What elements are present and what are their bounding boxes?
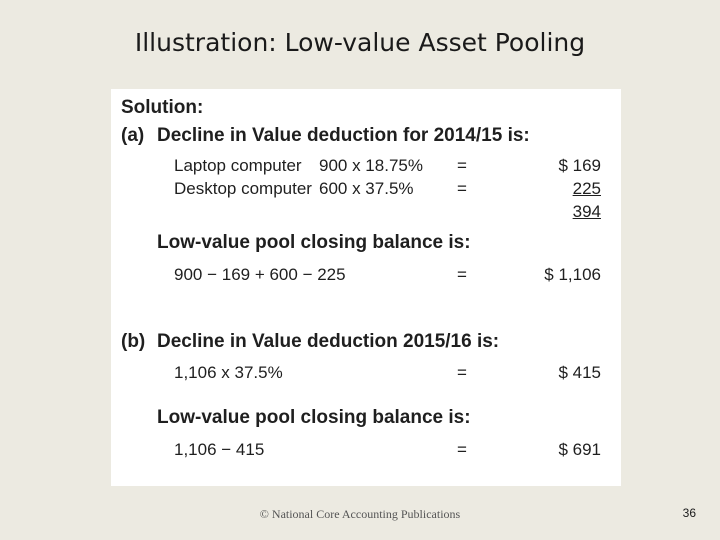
desktop-calc: 600 x 37.5%	[319, 179, 414, 198]
desktop-amount: 225	[572, 179, 601, 198]
footer-copyright: © National Core Accounting Publications	[259, 507, 461, 521]
part-a-total: 394	[572, 202, 601, 221]
part-a-heading: Decline in Value deduction for 2014/15 is:	[157, 125, 530, 146]
desktop-equals: =	[457, 179, 467, 198]
part-b-pool-heading: Low-value pool closing balance is:	[157, 407, 471, 428]
solution-panel	[111, 89, 621, 486]
desktop-item: Desktop computer	[174, 179, 312, 198]
part-b-equals: =	[457, 363, 467, 382]
part-b-heading: Decline in Value deduction 2015/16 is:	[157, 331, 500, 352]
laptop-equals: =	[457, 156, 467, 175]
part-a-pool-equals: =	[457, 265, 467, 284]
part-b-pool-equals: =	[457, 440, 467, 459]
laptop-calc: 900 x 18.75%	[319, 156, 423, 175]
part-b-pool-calc: 1,106 − 415	[174, 440, 265, 459]
part-a-pool-calc: 900 − 169 + 600 − 225	[174, 265, 346, 284]
part-a-pool-heading: Low-value pool closing balance is:	[157, 232, 471, 253]
part-b-calc: 1,106 x 37.5%	[174, 363, 283, 382]
part-b-amount: $ 415	[558, 363, 601, 382]
part-b-label: (b)	[121, 331, 146, 352]
laptop-amount: $ 169	[558, 156, 601, 175]
laptop-item: Laptop computer	[174, 156, 302, 175]
part-a-pool-amount: $ 1,106	[544, 265, 601, 284]
page-number: 36	[682, 506, 696, 520]
solution-heading: Solution:	[121, 97, 204, 118]
slide-title: Illustration: Low-value Asset Pooling	[134, 28, 586, 57]
part-a-label: (a)	[121, 125, 145, 146]
part-b-pool-amount: $ 691	[558, 440, 601, 459]
